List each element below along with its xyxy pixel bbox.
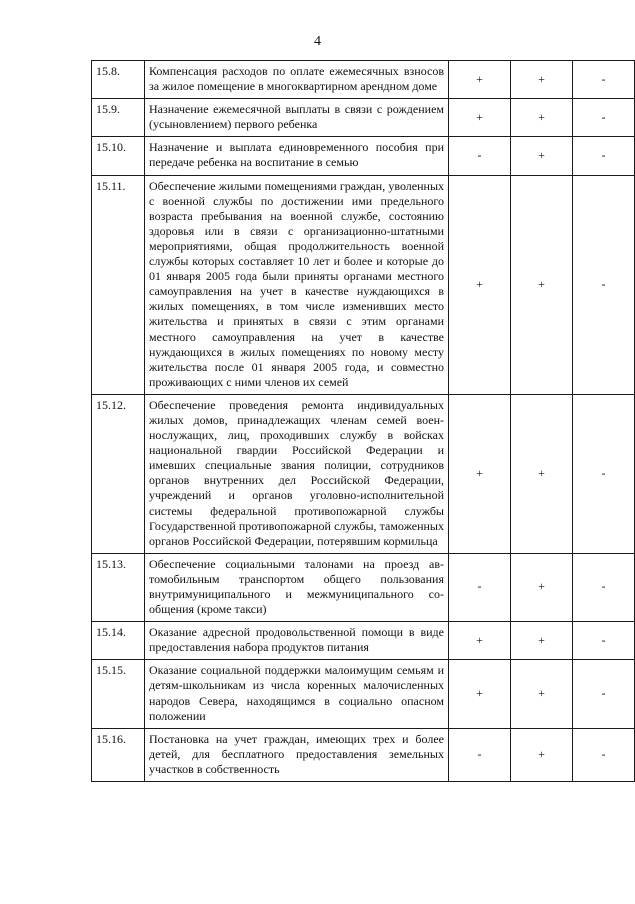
row-number: 15.10. <box>92 137 145 175</box>
mark-col-2: + <box>511 99 573 137</box>
page-number: 4 <box>314 34 321 49</box>
table-row <box>92 61 635 99</box>
row-description: Обеспечение жилыми помещениями граждан, уволенных с военной службы по достижении ими предельного возраста пребывания на военной службе, состоянию здоровья или в связи с организационно-штатными мероприятиями, общая продолжительность военной службы которых составляет 10 лет и более и которые до 01 января 2005 года были приняты органами местного самоуправления на учет в качестве нуждающихся в жилых помещениях, в том числе изменивших место жительства и принятых в связи с этим органами местного самоуправления на учет в качестве нуждающихся в жилых помещениях по новому месту жительства после 01 января 2005 года, и совместно проживающих с ними членов их семей <box>145 175 449 394</box>
mark-col-3: - <box>573 553 635 621</box>
mark-col-1: - <box>449 553 511 621</box>
row-number: 15.16. <box>92 728 145 781</box>
mark-col-1: + <box>449 99 511 137</box>
table-row <box>92 137 635 175</box>
mark-col-2: + <box>511 175 573 394</box>
row-description: Назначение ежемесячной выплаты в связи с рождением (усыновлением) первого ребенка <box>145 99 449 137</box>
table-row <box>92 394 635 553</box>
row-number: 15.8. <box>92 61 145 99</box>
mark-col-1: + <box>449 61 511 99</box>
mark-col-2: + <box>511 137 573 175</box>
mark-col-1: - <box>449 728 511 781</box>
row-description: Обеспечение проведения ремонта индивидуальных жилых домов, принадлежащих членам семей военнослужащих, лиц, проходивших службу в войсках национальной гвардии Российской Федерации и имевших специальные звания полиции, сотрудников органов внутренних дел Российской Федерации, учреждений и органов уголовно-исполнительной системы федеральной противопожарной службы Государственной противопожарной службы, таможенных органов Российской Федерации, потерявшим кормильца <box>145 394 449 553</box>
mark-col-1: + <box>449 394 511 553</box>
services-table <box>91 60 635 782</box>
row-number: 15.12. <box>92 394 145 553</box>
row-description: Оказание социальной поддержки малоимущим семьям и детям-школьникам из числа коренных малочисленных народов Севера, находящимся в социально опасном положении <box>145 660 449 728</box>
mark-col-1: + <box>449 622 511 660</box>
mark-col-1: + <box>449 175 511 394</box>
table-row <box>92 660 635 728</box>
row-description: Обеспечение социальными талонами на проезд автомобильным транспортом общего пользования внутримуниципального и межмуниципального сообщения (кроме такси) <box>145 553 449 621</box>
table-row <box>92 728 635 781</box>
mark-col-3: - <box>573 175 635 394</box>
row-number: 15.14. <box>92 622 145 660</box>
mark-col-2: + <box>511 660 573 728</box>
mark-col-3: - <box>573 137 635 175</box>
mark-col-2: + <box>511 553 573 621</box>
mark-col-2: + <box>511 61 573 99</box>
mark-col-1: - <box>449 137 511 175</box>
mark-col-3: - <box>573 728 635 781</box>
row-description: Компенсация расходов по оплате ежемесячных взносов за жилое помещение в многоквартирном арендном доме <box>145 61 449 99</box>
mark-col-3: - <box>573 660 635 728</box>
table-row <box>92 553 635 621</box>
table-row <box>92 99 635 137</box>
row-description: Назначение и выплата единовременного пособия при передаче ребенка на воспитание в семью <box>145 137 449 175</box>
mark-col-3: - <box>573 394 635 553</box>
mark-col-2: + <box>511 622 573 660</box>
row-description: Постановка на учет граждан, имеющих трех и более детей, для бесплатного предоставления земельных участков в собственность <box>145 728 449 781</box>
mark-col-2: + <box>511 728 573 781</box>
row-number: 15.15. <box>92 660 145 728</box>
row-description: Оказание адресной продовольственной помощи в виде предоставления набора продуктов питания <box>145 622 449 660</box>
row-number: 15.13. <box>92 553 145 621</box>
table-row <box>92 175 635 394</box>
mark-col-3: - <box>573 61 635 99</box>
mark-col-3: - <box>573 99 635 137</box>
row-number: 15.9. <box>92 99 145 137</box>
row-number: 15.11. <box>92 175 145 394</box>
mark-col-2: + <box>511 394 573 553</box>
table-row <box>92 622 635 660</box>
mark-col-1: + <box>449 660 511 728</box>
mark-col-3: - <box>573 622 635 660</box>
